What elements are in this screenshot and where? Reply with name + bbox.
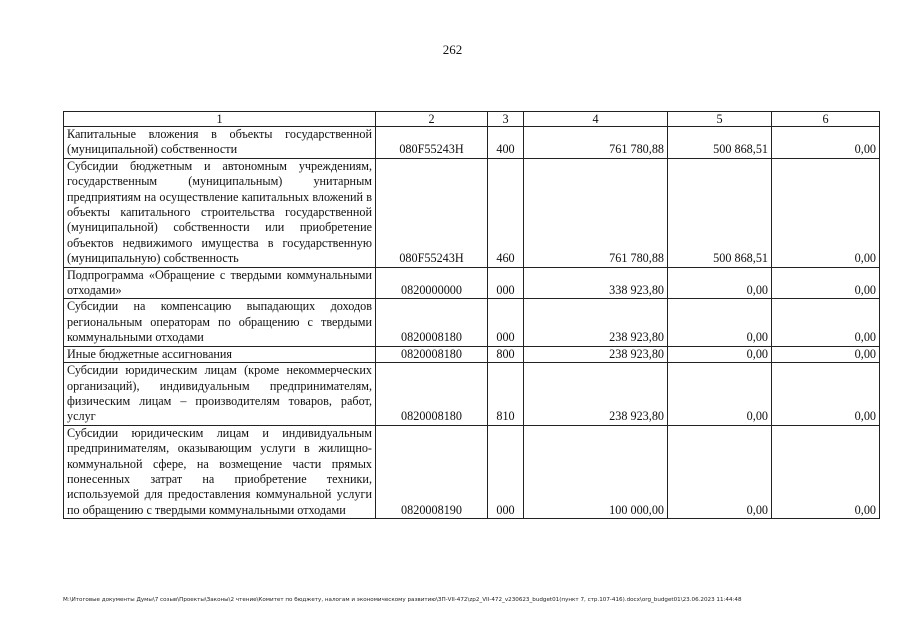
row-amount-col6: 0,00 — [772, 346, 880, 362]
row-amount-col4: 238 923,80 — [524, 346, 668, 362]
table-row — [64, 363, 880, 426]
row-name-cell: Субсидии юридическим лицам (кроме некоммерческих организаций), индивидуальным предпринимателям, физическим лицам – производителям товаров, работ, услуг — [64, 363, 376, 426]
row-amount-col4: 338 923,80 — [524, 267, 668, 299]
row-amount-col5: 0,00 — [668, 299, 772, 346]
row-code-cell: 0820000000 — [376, 267, 488, 299]
row-amount-col5: 0,00 — [668, 267, 772, 299]
row-code-cell: 0820008180 — [376, 363, 488, 426]
row-amount-col6: 0,00 — [772, 363, 880, 426]
row-code-cell: 080F55243Н — [376, 127, 488, 159]
row-name-cell: Субсидии на компенсацию выпадающих доходов региональным операторам по обращению с твердыми коммунальными отходами — [64, 299, 376, 346]
row-code-cell: 0820008190 — [376, 425, 488, 518]
row-type-cell: 000 — [488, 425, 524, 518]
row-amount-col5: 0,00 — [668, 346, 772, 362]
row-code-cell: 0820008180 — [376, 346, 488, 362]
table-row — [64, 127, 880, 159]
row-amount-col4: 238 923,80 — [524, 299, 668, 346]
table-row — [64, 299, 880, 346]
row-amount-col6: 0,00 — [772, 127, 880, 159]
table-row — [64, 425, 880, 518]
row-type-cell: 810 — [488, 363, 524, 426]
row-amount-col6: 0,00 — [772, 267, 880, 299]
column-header-4: 4 — [524, 112, 668, 127]
row-amount-col4: 761 780,88 — [524, 158, 668, 267]
page-number: 262 — [442, 42, 463, 57]
row-code-cell: 0820008180 — [376, 299, 488, 346]
row-amount-col4: 761 780,88 — [524, 127, 668, 159]
table-row — [64, 267, 880, 299]
row-type-cell: 400 — [488, 127, 524, 159]
row-name-cell: Иные бюджетные ассигнования — [64, 346, 376, 362]
row-name-cell: Субсидии юридическим лицам и индивидуальным предпринимателям, оказывающим услуги в жилищно-коммунальной сфере, на возмещение части прямых понесенных затрат на приобретение техники, используемой для предоставления коммунальной услуги по обращению с твердыми коммунальными отходами — [64, 425, 376, 518]
row-amount-col4: 100 000,00 — [524, 425, 668, 518]
table-row — [64, 346, 880, 362]
row-name-cell: Капитальные вложения в объекты государственной (муниципальной) собственности — [64, 127, 376, 159]
column-header-2: 2 — [376, 112, 488, 127]
column-header-3: 3 — [488, 112, 524, 127]
column-header-5: 5 — [668, 112, 772, 127]
row-amount-col6: 0,00 — [772, 158, 880, 267]
row-name-cell: Подпрограмма «Обращение с твердыми коммунальными отходами» — [64, 267, 376, 299]
row-type-cell: 000 — [488, 299, 524, 346]
row-amount-col6: 0,00 — [772, 425, 880, 518]
row-amount-col4: 238 923,80 — [524, 363, 668, 426]
row-type-cell: 000 — [488, 267, 524, 299]
row-amount-col5: 0,00 — [668, 363, 772, 426]
table-header-row — [64, 112, 880, 127]
row-amount-col5: 0,00 — [668, 425, 772, 518]
row-type-cell: 800 — [488, 346, 524, 362]
row-amount-col6: 0,00 — [772, 299, 880, 346]
table-row — [64, 158, 880, 267]
document-path-footer: M:\Итоговые документы Думы\7 созыв\Проекты\Законы\2 чтение\Комитет по бюджету, налогам и экономическому развитию\ЗП-VII-472\zp2_VII-472_v230623_budget01(пункт 7, стр.107-416).docx\org_budget01\23.06.2023 11:44:48 — [63, 597, 742, 603]
column-header-1: 1 — [64, 112, 376, 127]
row-type-cell: 460 — [488, 158, 524, 267]
row-code-cell: 080F55243Н — [376, 158, 488, 267]
budget-table — [63, 111, 880, 519]
row-amount-col5: 500 868,51 — [668, 158, 772, 267]
row-amount-col5: 500 868,51 — [668, 127, 772, 159]
column-header-6: 6 — [772, 112, 880, 127]
row-name-cell: Субсидии бюджетным и автономным учреждениям, государственным (муниципальным) унитарным предприятиям на осуществление капитальных вложений в объекты капитального строительства государственной (муниципальной) собственности или приобретение объектов недвижимого имущества в государственную (муниципальную) собственность — [64, 158, 376, 267]
